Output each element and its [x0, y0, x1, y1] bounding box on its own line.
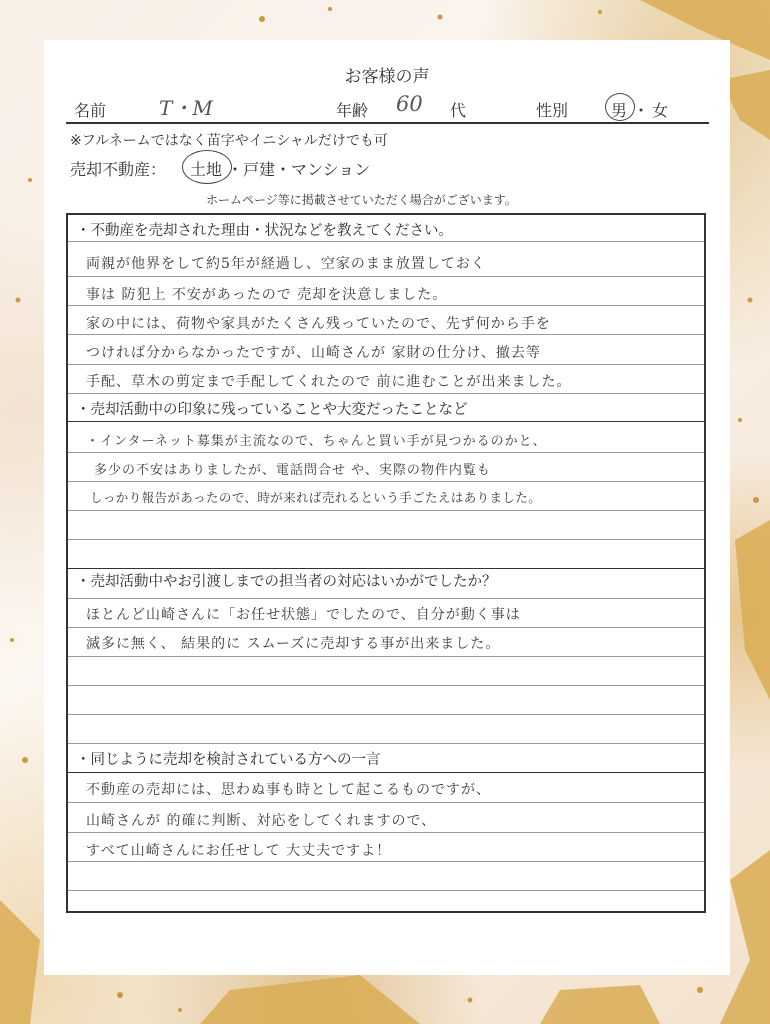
answer-line: 家の中には、荷物や家具がたくさん残っていたので、先ず何から手を — [86, 316, 551, 332]
gender-female-option: 女 — [652, 101, 669, 120]
header-divider — [66, 122, 709, 124]
rule-line — [68, 598, 704, 599]
property-other-options: ・戸建・マンション — [227, 160, 371, 179]
answer-line: 不動産の売却には、思わぬ事も時として起こるものですが、 — [86, 782, 491, 798]
answer-line: 手配、草木の剪定まで手配してくれたので 前に進むことが出来ました。 — [86, 374, 572, 390]
rule-line — [68, 802, 704, 803]
page-title: お客様の声 — [344, 67, 430, 87]
answer-line: ・インターネット募集が主流なので、ちゃんと買い手が見つかるのかと、 — [86, 434, 547, 449]
section-divider — [68, 772, 704, 773]
publish-note: ホームページ等に掲載させていただく場合がございます。 — [206, 193, 517, 207]
rule-line — [68, 510, 704, 511]
answer-line: 山崎さんが 的確に判断、対応をしてくれますので、 — [86, 813, 437, 829]
rule-line — [68, 393, 704, 394]
questionnaire-box — [66, 213, 706, 913]
gender-selected-circle — [605, 93, 635, 121]
answer-line: 事は 防犯上 不安があったので 売却を決意しました。 — [86, 287, 448, 303]
gender-separator: ・ — [633, 101, 650, 120]
answer-line: つければ分からなかったですが、山崎さんが 家財の仕分け、撤去等 — [86, 345, 541, 361]
gender-label: 性別 — [536, 101, 569, 120]
property-land-option: 土地 — [190, 160, 223, 179]
answer-line: ほとんど山崎さんに「お任せ状態」でしたので、自分が動く事は — [86, 607, 521, 623]
gender-male-option: 男 — [611, 101, 628, 120]
rule-line — [68, 452, 704, 453]
question-impression-label: ・売却活動中の印象に残っていることや大変だったことなど — [76, 402, 468, 418]
rule-line — [68, 627, 704, 628]
rule-line — [68, 743, 704, 744]
rule-line — [68, 832, 704, 833]
property-label: 売却不動産： — [70, 160, 167, 179]
survey-sheet — [44, 40, 730, 975]
age-label: 年齢 — [336, 101, 369, 120]
answer-line: 両親が他界をして約5年が経過し、空家のまま放置しておく — [86, 256, 486, 272]
name-label: 名前 — [74, 101, 107, 120]
question-advice-label: ・同じように売却を検討されている方への一言 — [76, 752, 381, 768]
section-divider — [68, 568, 704, 569]
rule-line — [68, 861, 704, 862]
rule-line — [68, 305, 704, 306]
rule-line — [68, 656, 704, 657]
property-selected-circle — [182, 150, 232, 184]
answer-line: 多少の不安はありましたが、電話問合せ や、実際の物件内覧も — [94, 463, 491, 478]
age-suffix: 代 — [450, 101, 467, 120]
rule-line — [68, 364, 704, 365]
rule-line — [68, 714, 704, 715]
name-value: T・M — [159, 96, 213, 120]
answer-line: 滅多に無く、 結果的に スムーズに売却する事が出来ました。 — [86, 636, 501, 652]
section-divider — [68, 421, 704, 422]
age-value: 60 — [396, 92, 423, 116]
rule-line — [68, 890, 704, 891]
rule-line — [68, 276, 704, 277]
question-reason-label: ・不動産を売却された理由・状況などを教えてください。 — [76, 223, 453, 239]
answer-line: しっかり報告があったので、時が来れば売れるという手ごたえはありました。 — [90, 490, 542, 505]
rule-line — [68, 539, 704, 540]
rule-line — [68, 685, 704, 686]
fullname-note: ※フルネームではなく苗字やイニシャルだけでも可 — [70, 133, 388, 149]
rule-line — [68, 481, 704, 482]
question-staff-label: ・売却活動中やお引渡しまでの担当者の対応はいかがでしたか？ — [76, 574, 497, 590]
rule-line — [68, 241, 704, 242]
rule-line — [68, 334, 704, 335]
answer-line: すべて山崎さんにお任せして 大丈夫ですよ！ — [86, 843, 392, 859]
